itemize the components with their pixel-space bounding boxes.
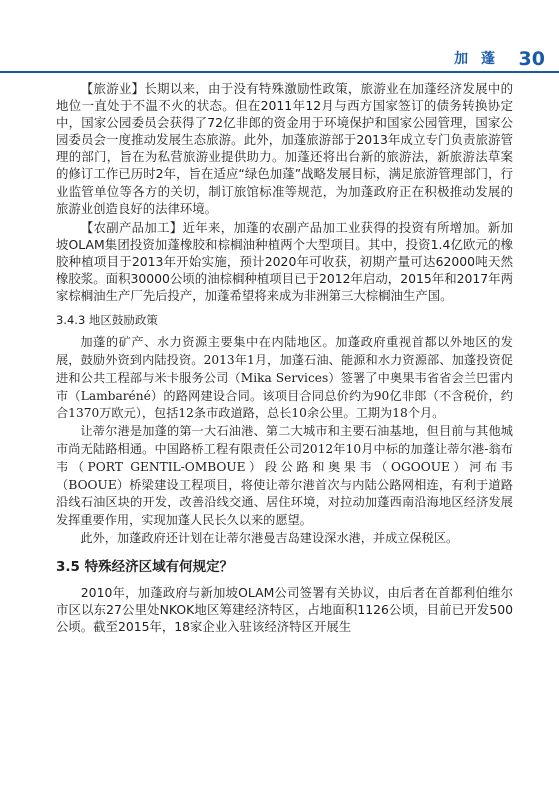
running-title: 加 蓬 <box>454 51 499 67</box>
section-heading-3-5: 3.5 特殊经济区域有何规定？ <box>56 558 234 575</box>
paragraph-region-inland: 加蓬的矿产、水力资源主要集中在内陆地区。加蓬政府重视首都以外地区的发展，鼓励外资到内陆投资。2013年1月，加蓬石油、能源和水力资源部、加蓬投资促进和公共工程部与米卡服务公司（Mika Services）签署了中奥果韦省省会兰巴雷内市（Lambaréné）的路网建设合同。该项目合同总价约为90亿非郎（不含税价，约合1370万欧元），包括12条市政道路，总长10余公里。工期为18个月。 <box>56 335 513 421</box>
paragraph-region-portgentil: 让蒂尔港是加蓬的第一大石油港、第二大城市和主要石油基地，但目前与其他城市尚无陆路相通。中国路桥工程有限责任公司2012年10月中标的加蓬让蒂尔港-翁布韦（PORT GENTIL-OMBOUE）段公路和奥果韦（OGOOUE）河布韦（BOOUE）桥梁建设工程项目，将使让蒂尔港首次与内陆公路网相连，有利于道路沿线石油区块的开发，改善沿线交通、居住环境，对拉动加蓬西南沿海地区经济发展发挥重要作用，实现加蓬人民长久以来的愿望。 <box>56 424 513 528</box>
subsection-heading-3-4-3: 3.4.3 地区鼓励政策 <box>56 313 158 328</box>
paragraph-region-deepwater: 此外，加蓬政府还计划在让蒂尔港曼吉岛建设深水港，并成立保税区。 <box>80 530 459 545</box>
paragraph-tourism: 【旅游业】长期以来，由于没有特殊激励性政策，旅游业在加蓬经济发展中的地位一直处于不温不火的状态。但在2011年12月与西方国家签订的债务转换协定中，国家公园委员会获得了72亿非郎的资金用于环境保护和国家公园管理，国家公园委员会一度推动发展生态旅游。此外，加蓬旅游部于2013年成立专门负责旅游管理的部门，旨在为私营旅游业提供助力。加蓬还将出台新的旅游法，新旅游法草案的修订工作已历时2年，旨在适应“绿色加蓬”战略发展目标，满足旅游管理部门，行业监管单位等各方的关切，制订旅馆标准等规范，为加蓬政府正在积极推动发展的旅游业创造良好的法律环境。 <box>56 81 513 216</box>
header-rule <box>0 71 559 73</box>
page-number: 30 <box>518 48 545 70</box>
page-header <box>0 0 559 80</box>
paragraph-sez: 2010年，加蓬政府与新加坡OLAM公司签署有关协议，由后者在首都利伯维尔市区以东27公里处NKOK地区筹建经济特区，占地面积1126公顷，目前已开发500公顷。截至2015年，18家企业入驻该经济特区开展生 <box>56 584 513 634</box>
page-body <box>56 80 513 635</box>
paragraph-agri-processing: 【农副产品加工】近年来，加蓬的农副产品加工业获得的投资有所增加。新加坡OLAM集团投资加蓬橡胶和棕榈油种植两个大型项目。其中，投资1.4亿欧元的橡胶种植项目于2013年开始实施，预计2020年可收获，初期产量可达62000吨天然橡胶浆。面积30000公顷的油棕榈种植项目已于2012年启动，2015年和2017年两家棕榈油生产厂先后投产，加蓬希望将来成为非洲第三大棕榈油生产国。 <box>56 219 513 304</box>
